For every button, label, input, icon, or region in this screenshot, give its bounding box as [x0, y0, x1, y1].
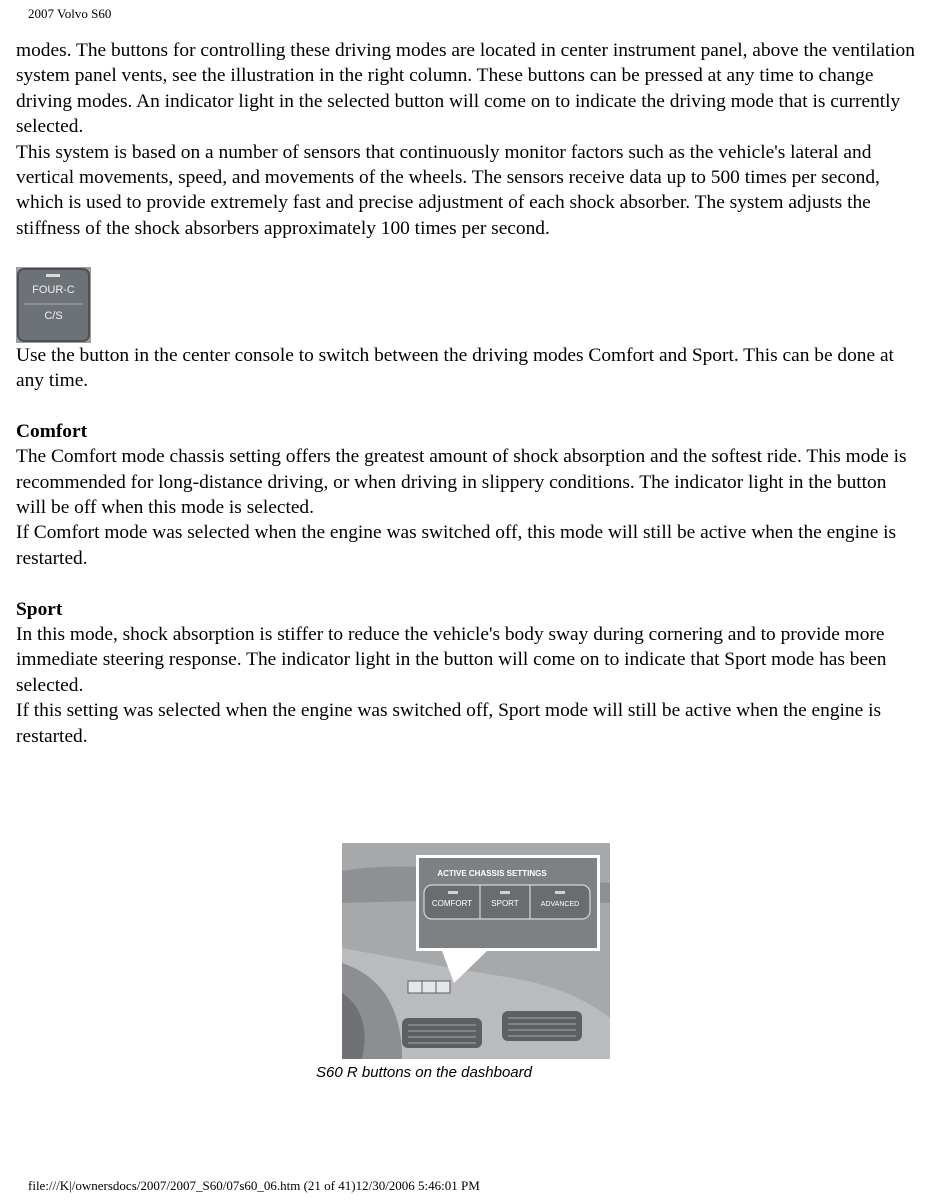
figure-caption: S60 R buttons on the dashboard — [316, 1064, 532, 1081]
paragraph: In this mode, shock absorption is stiffer to reduce the vehicle's body sway during cornering and to provide more immediate steering response. The indicator light in the button will come on to indicate that Sport mode has been selected. — [16, 624, 887, 696]
paragraph: modes. The buttons for controlling these driving modes are located in center instrument panel, above the ventilation system panel vents, see the illustration in the right column. These buttons can be pressed at any time to change driving modes. An indicator light in the selected button will come on to indicate the driving mode that is currently selected. — [16, 40, 915, 138]
four-c-label: FOUR-C — [32, 283, 75, 296]
four-c-button-image — [16, 267, 91, 343]
paragraph: If Comfort mode was selected when the engine was switched off, this mode will still be active when the engine is restarted. — [16, 522, 897, 569]
cs-label: C/S — [44, 309, 63, 322]
paragraph: Use the button in the center console to switch between the driving modes Comfort and Sport. This can be done at any time. — [16, 344, 894, 392]
sport-button-label: SPORT — [491, 899, 519, 908]
document-body — [16, 38, 916, 749]
sport-heading: Sport — [16, 598, 63, 620]
advanced-button-label: ADVANCED — [540, 901, 580, 908]
comfort-heading: Comfort — [16, 420, 88, 442]
panel-title: ACTIVE CHASSIS SETTINGS — [437, 869, 547, 878]
paragraph: The Comfort mode chassis setting offers the greatest amount of shock absorption and the softest ride. This mode is recommended for long-distance driving, or when driving in slippery conditions. The indicator light in the button will be off when this mode is selected. — [16, 446, 907, 519]
paragraph: If this setting was selected when the engine was switched off, Sport mode will still be active when the engine is restarted. — [16, 700, 882, 747]
dashboard-illustration — [342, 843, 610, 1059]
paragraph: This system is based on a number of sensors that continuously monitor factors such as the vehicle's lateral and vertical movements, speed, and movements of the wheels. The sensors receive data up to 500 times per second, which is used to provide extremely fast and precise adjustment of each shock absorber. The system adjusts the stiffness of the shock absorbers approximately 100 times per second. — [16, 141, 880, 239]
page-footer: file:///K|/ownersdocs/2007/2007_S60/07s60_06.htm (21 of 41)12/30/2006 5:46:01 PM — [28, 1178, 480, 1193]
comfort-button-label: COMFORT — [431, 899, 473, 908]
page-header: 2007 Volvo S60 — [28, 6, 112, 21]
